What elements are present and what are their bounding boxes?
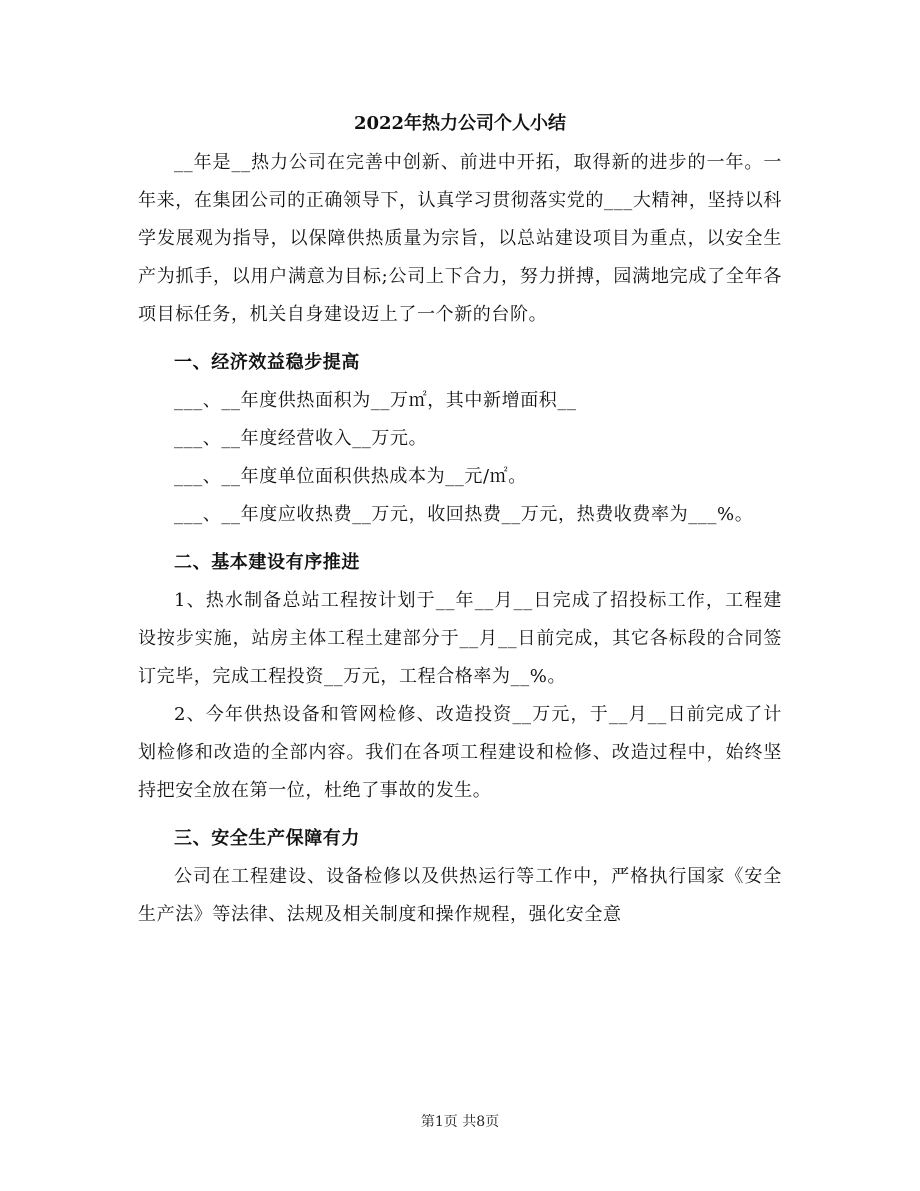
document-body bbox=[138, 144, 782, 934]
section-2-paragraph: 2、今年供热设备和管网检修、改造投资__万元，于__月__日前完成了计划检修和改造的全部内容。我们在各项工程建设和检修、改造过程中，始终坚持把安全放在第一位，杜绝了事故的发生。 bbox=[138, 704, 782, 801]
section-1-item: ___、__年度应收热费__万元，收回热费__万元，热费收费率为___%。 bbox=[174, 504, 754, 525]
section-1-item: ___、__年度单位面积供热成本为__元/㎡。 bbox=[174, 466, 527, 487]
section-2-paragraph: 1、热水制备总站工程按计划于__年__月__日完成了招投标工作，工程建设按步实施，站房主体工程土建部分于__月__日前完成，其它各标段的合同签订完毕，完成工程投资__万元，工程合格率为__%。 bbox=[138, 590, 782, 687]
section-3-paragraph: 公司在工程建设、设备检修以及供热运行等工作中，严格执行国家《安全生产法》等法律、法规及相关制度和操作规程，强化安全意 bbox=[138, 866, 782, 925]
intro-paragraph: __年是__热力公司在完善中创新、前进中开拓，取得新的进步的一年。一年来，在集团公司的正确领导下，认真学习贯彻落实党的___大精神，坚持以科学发展观为指导，以保障供热质量为宗旨，以总站建设项目为重点，以安全生产为抓手，以用户满意为目标;公司上下合力，努力拼搏，园满地完成了全年各项目标任务，机关自身建设迈上了一个新的台阶。 bbox=[138, 152, 782, 325]
section-1-heading: 一、经济效益稳步提高 bbox=[174, 352, 360, 373]
page-number-footer: 第1页 共8页 bbox=[420, 1114, 500, 1130]
section-1-item: ___、__年度供热面积为__万㎡，其中新增面积__ bbox=[174, 390, 577, 411]
section-3-heading: 三、安全生产保障有力 bbox=[174, 828, 360, 849]
section-2-heading: 二、基本建设有序推进 bbox=[174, 552, 360, 573]
document-title: 2022年热力公司个人小结 bbox=[353, 113, 567, 134]
section-1-item: ___、__年度经营收入__万元。 bbox=[174, 428, 428, 449]
